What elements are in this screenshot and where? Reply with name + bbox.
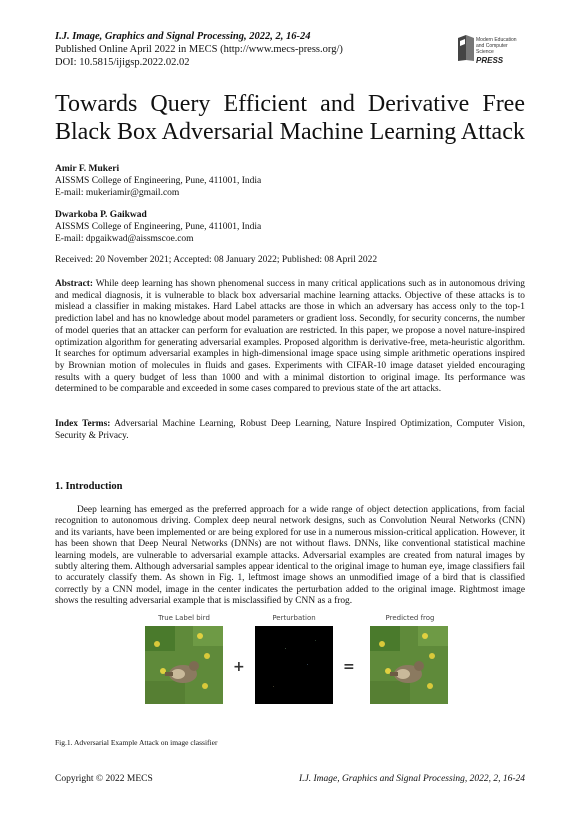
abstract xyxy=(55,279,525,396)
author-email: E-mail: dpgaikwad@aissmscoe.com xyxy=(55,234,194,244)
plus-sign: + xyxy=(233,659,245,675)
author-affiliation: AISSMS College of Engineering, Pune, 411001, India xyxy=(55,176,262,186)
footer-journal: I.J. Image, Graphics and Signal Processing, 2022, 2, 16-24 xyxy=(298,774,525,784)
figure-caption: Fig.1. Adversarial Example Attack on image classifier xyxy=(55,738,218,747)
footer-copyright: Copyright © 2022 MECS xyxy=(55,774,153,784)
paper-title: Towards Query Efficient and Derivative Free Black Box Adversarial Machine Learning Attack xyxy=(55,91,525,145)
section-heading: 1. Introduction xyxy=(55,481,123,492)
abstract-label: Abstract: xyxy=(55,279,94,289)
author-name: Dwarkoba P. Gaikwad xyxy=(55,210,147,220)
book-icon xyxy=(456,34,476,62)
logo-press: PRESS xyxy=(476,56,504,65)
page-footer xyxy=(55,774,525,784)
author-email: E-mail: mukeriamir@gmail.com xyxy=(55,188,180,198)
author-block xyxy=(55,163,261,199)
doi: DOI: 10.5815/ijigsp.2022.02.02 xyxy=(55,57,190,68)
author-block xyxy=(55,209,261,245)
keywords xyxy=(55,419,525,442)
figure-1 xyxy=(25,614,555,714)
publisher-logo xyxy=(456,30,536,70)
perturbation-image xyxy=(255,626,333,704)
equals-sign: = xyxy=(343,659,355,675)
author-affiliation: AISSMS College of Engineering, Pune, 411001, India xyxy=(55,222,262,232)
figure-label-true: True Label bird xyxy=(158,614,210,622)
keywords-text: Adversarial Machine Learning, Robust Deep Learning, Nature Inspired Optimization, Computer Vision, Security & Privacy. xyxy=(55,419,525,441)
dates-line: Received: 20 November 2021; Accepted: 08 January 2022; Published: 08 April 2022 xyxy=(55,255,378,265)
author-name: Amir F. Mukeri xyxy=(55,164,120,174)
keywords-label: Index Terms: xyxy=(55,419,111,429)
abstract-text: While deep learning has shown phenomenal success in many critical applications such as in autonomous driving and medical diagnosis, it is vulnerable to black box adversarial machine learning attacks. Objective of these attacks is to mislead a classifier in making mistakes. Hard Label attacks are those in which an adversary has access only to the top-1 prediction label and has no knowledge about model parameters or gradient loss. Secondly, for security concerns, the number of model queries that an attacker can perform for evaluation are restricted. In this paper, we propose a novel nature-inspired optimization algorithm for generating adversarial examples. Proposed algorithm is derivative-free, meta-heuristic algorithm. It searches for optimum adversarial examples in high-dimensional image space using simple arithmetic operations inspired by Brownian motion of molecules in fluids and gases. Experiments with CIFAR-10 image dataset yielded encouraging results with a query budget of less than 1000 and with a minimal distortion to original image. Its performance was determined to be comparable and exceeded in some cases compared to previous state of the art attacks. xyxy=(55,279,525,395)
intro-paragraph: Deep learning has emerged as the preferred approach for a wide range of object detection applications, from facial recognition to autonomous driving. Complex deep neural network designs, such as Convolution Neural Networks (CNN) and its variants, have been implemented or are being explored for use in a numerous mission-critical application. However, it has been shown that Deep Neural Networks (DNNs) are not without flaws. DNNs, like conventional statistical machine learning models, are vulnerable to adversarial example attacks. Adversarial examples are created from natural images by subtly altering them. Although adversarial samples appear identical to the original image to human eye, image classifiers fail to accurately classify them. As shown in Fig. 1, leftmost image shows an unmodified image of a bird that is classified correctly by a CNN model, image in the center indicates the perturbation added to the original image. Rightmost image shows the resulting adversarial example that is misclassified by CNN as a frog. xyxy=(55,505,525,607)
logo-text: Modern Education and Computer Science xyxy=(476,37,517,55)
original-bird-image xyxy=(145,626,223,704)
adversarial-bird-image xyxy=(370,626,448,704)
journal-title: I.J. Image, Graphics and Signal Processing, 2022, 2, 16-24 xyxy=(55,31,311,42)
figure-label-perturbation: Perturbation xyxy=(272,614,316,622)
published-line: Published Online April 2022 in MECS (http://www.mecs-press.org/) xyxy=(55,44,343,55)
journal-header xyxy=(55,30,343,69)
figure-label-predicted: Predicted frog xyxy=(385,614,435,622)
